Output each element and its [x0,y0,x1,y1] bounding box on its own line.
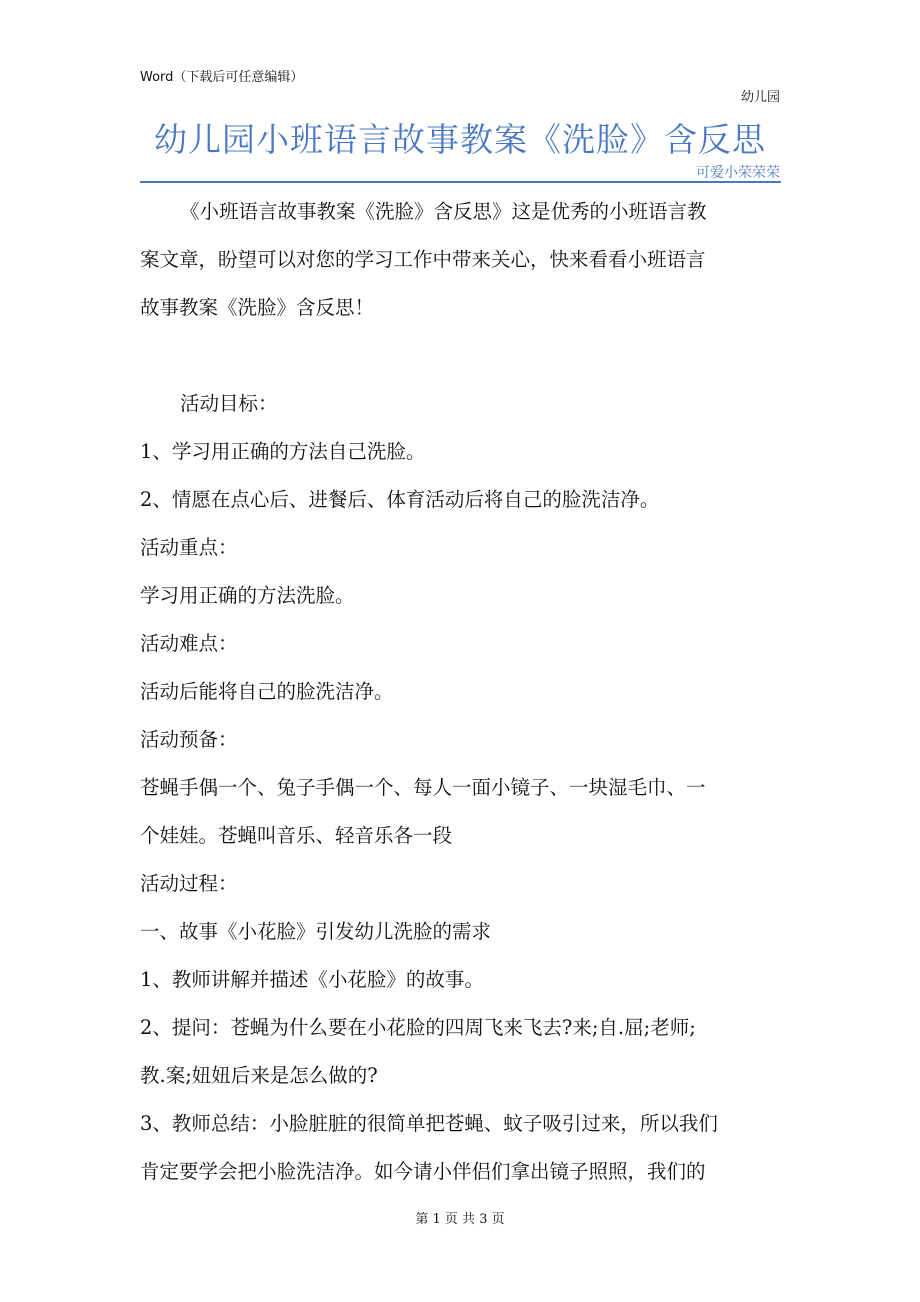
intro-line: 案文章，盼望可以对您的学习工作中带来关心，快来看看小班语言 [140,248,706,271]
paragraph: 2、提问：苍蝇为什么要在小花脸的四周飞来飞去?来;自.屈;老师; [140,1016,696,1039]
document-title: 幼儿园小班语言故事教案《洗脸》含反思 [154,120,766,159]
section-heading: 活动目标： [180,392,278,415]
paragraph: 教.案;妞妞后来是怎么做的? [140,1064,378,1087]
section-heading: 活动预备： [140,728,238,751]
header-note: Word（下载后可任意编辑） [140,70,304,85]
paragraph: 一、故事《小花脸》引发幼儿洗脸的需求 [140,920,492,943]
section-heading: 活动过程： [140,872,238,895]
author: 可爱小荣荣荣 [696,165,780,181]
paragraph: 1、学习用正确的方法自己洗脸。 [140,440,426,463]
intro-line: 故事教案《洗脸》含反思！ [140,296,375,319]
section-heading: 活动难点： [140,632,238,655]
title-divider [140,181,781,183]
paragraph: 苍蝇手偶一个、兔子手偶一个、每人一面小镜子、一块湿毛巾、一 [140,776,706,799]
paragraph: 活动后能将自己的脸洗洁净。 [140,680,394,703]
paragraph: 学习用正确的方法洗脸。 [140,584,355,607]
paragraph: 2、情愿在点心后、进餐后、体育活动后将自己的脸洗洁净。 [140,488,660,511]
page-number: 第 1 页 共 3 页 [415,1212,505,1227]
spacer [140,340,790,388]
intro-line: 《小班语言故事教案《洗脸》含反思》这是优秀的小班语言教 [180,200,707,223]
header-category: 幼儿园 [740,90,780,105]
paragraph: 肯定要学会把小脸洗洁净。如今请小伴侣们拿出镜子照照，我们的 [140,1160,706,1183]
section-heading: 活动重点： [140,536,238,559]
paragraph: 个娃娃。苍蝇叫音乐、轻音乐各一段 [140,824,453,847]
paragraph: 1、教师讲解并描述《小花脸》的故事。 [140,968,484,991]
paragraph: 3、教师总结：小脸脏脏的很简单把苍蝇、蚊子吸引过来，所以我们 [140,1112,718,1135]
document-body [140,196,790,1204]
